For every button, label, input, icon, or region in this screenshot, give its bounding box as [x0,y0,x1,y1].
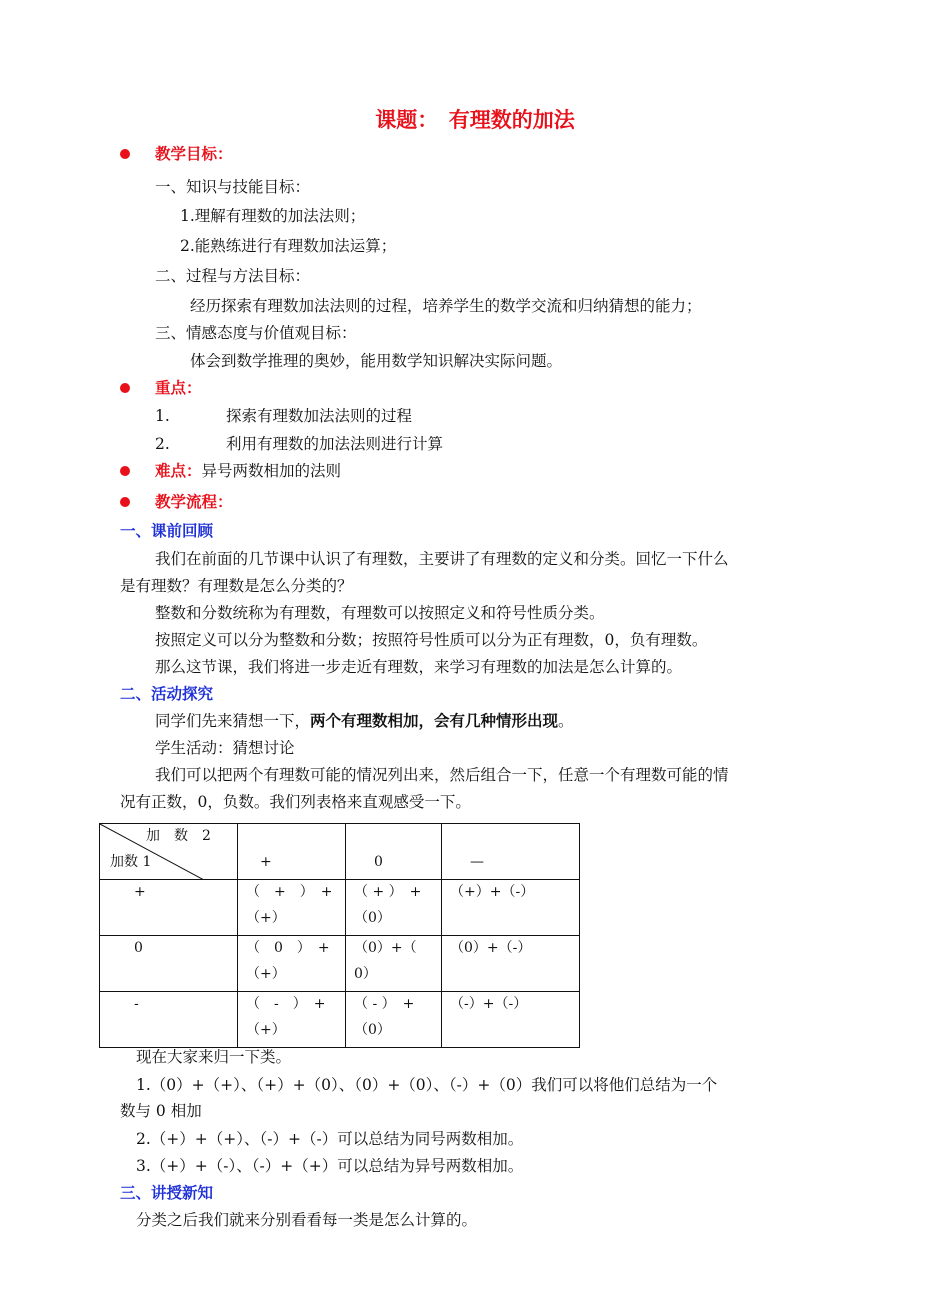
bullet-icon [120,149,130,159]
section-2-heading: 二、活动探究 [120,685,214,703]
table-row [100,880,580,936]
key-point-2-num: 2. [155,435,170,453]
key-point-1-text: 探索有理数加法法则的过程 [226,407,413,425]
table-header-row [100,824,580,880]
flow-heading: 教学流程： [155,493,233,511]
cell-line-1: （ 0 ） + [246,940,330,956]
section-1-heading: 一、课前回顾 [120,522,214,540]
difficulty-heading: 难点： [155,462,202,480]
cell-line-2: （+） [246,966,286,982]
cell-line-1: （ - ） + [354,996,415,1012]
difficulty-line [155,460,341,482]
cell-line-1: （ + ） + [246,884,333,900]
section-2-para-1-bold: 两个有理数相加，会有几种情形出现 [310,712,559,730]
col-head-positive-label: + [260,854,272,870]
process-goal-text: 经历探索有理数加法法则的过程，培养学生的数学交流和归纳猜想的能力； [190,297,702,315]
section-2-para-3b: 况有正数，0，负数。我们列表格来直观感受一下。 [120,793,471,811]
table-cell [238,936,346,992]
table-cell [442,936,580,992]
key-point-2-text: 利用有理数的加法法则进行计算 [226,435,444,453]
cell-line-1: （+）+（-） [450,884,535,900]
row-head-zero [100,936,238,992]
bullet-icon [120,497,130,507]
cell-line-1: （ - ） + [246,996,326,1012]
cell-line-1: （0）+（-） [450,940,532,956]
cell-line-2: （+） [246,1022,286,1038]
table-cell [346,992,442,1048]
section-2-para-3a: 我们可以把两个有理数可能的情况列出来，然后组合一下，任意一个有理数可能的情 [155,766,729,784]
cell-line-2: （+） [246,910,286,926]
section-3-heading: 三、讲授新知 [120,1184,214,1202]
section-2-para-1-plain: 同学们先来猜想一下， [155,712,311,730]
summary-item-3: 3.（+）+（-）、（-）+（+）可以总结为异号两数相加。 [136,1157,524,1175]
knowledge-goal-1: 1.理解有理数的加法法则； [180,207,366,225]
cell-line-1: （0）+（ [354,940,417,956]
col-head-zero-label: 0 [374,854,383,870]
section-1-para-1b: 是有理数？有理数是怎么分类的？ [120,577,353,595]
process-goal-heading: 二、过程与方法目标： [155,267,311,285]
table-cell [442,880,580,936]
section-1-para-1a: 我们在前面的几节课中认识了有理数，主要讲了有理数的定义和分类。回忆一下什么 [155,550,729,568]
table-row [100,936,580,992]
table-cell [238,880,346,936]
summary-intro: 现在大家来归一下类。 [136,1048,292,1066]
addition-cases-table [99,823,580,1048]
knowledge-goal-heading: 一、知识与技能目标： [155,178,311,196]
corner-top-label: 加 数 2 [146,828,211,844]
col-head-negative-label: — [470,854,484,870]
col-head-negative [442,824,580,880]
section-2-para-2: 学生活动：猜想讨论 [155,739,295,757]
table-cell [346,936,442,992]
row-head-negative [100,992,238,1048]
row-head-label: + [134,884,146,900]
row-head-positive [100,880,238,936]
bullet-icon [120,466,130,476]
emotion-goal-text: 体会到数学推理的奥妙，能用数学知识解决实际问题。 [190,352,563,370]
goals-heading: 教学目标： [155,145,233,163]
knowledge-goal-2: 2.能熟练进行有理数加法运算； [180,237,397,255]
table-row [100,992,580,1048]
emotion-goal-heading: 三、情感态度与价值观目标： [155,324,357,342]
cell-line-1: （ + ） + [354,884,422,900]
section-3-para-1: 分类之后我们就来分别看看每一类是怎么计算的。 [136,1211,478,1229]
difficulty-text: 异号两数相加的法则 [201,462,342,480]
summary-item-1a: 1.（0）+（+）、（+）+（0）、（0）+（0）、（-）+（0）我们可以将他们总结为一个 [136,1076,718,1094]
table-cell [346,880,442,936]
cell-line-1: （-）+（-） [450,996,528,1012]
section-1-para-4: 那么这节课，我们将进一步走近有理数，来学习有理数的加法是怎么计算的。 [155,658,683,676]
section-2-para-1 [155,710,574,732]
key-points-heading: 重点： [155,379,202,397]
corner-bottom-label: 加数 1 [110,854,152,870]
row-head-label: 0 [134,940,143,956]
table-cell [442,992,580,1048]
cell-line-2: 0） [354,966,377,982]
key-point-1-num: 1. [155,407,170,425]
summary-item-2: 2.（+）+（+）、（-）+（-）可以总结为同号两数相加。 [136,1130,524,1148]
page-title: 课题： 有理数的加法 [375,108,575,132]
col-head-zero [346,824,442,880]
col-head-positive [238,824,346,880]
cell-line-2: （0） [354,1022,391,1038]
cell-line-2: （0） [354,910,391,926]
section-1-para-3: 按照定义可以分为整数和分数；按照符号性质可以分为正有理数，0，负有理数。 [155,631,708,649]
bullet-icon [120,383,130,393]
section-1-para-2: 整数和分数统称为有理数，有理数可以按照定义和符号性质分类。 [155,604,605,622]
table-cell [238,992,346,1048]
summary-item-1b: 数与 0 相加 [120,1102,202,1120]
table-corner-cell [100,824,238,880]
row-head-label: - [134,996,139,1012]
section-2-para-1-end: 。 [558,712,574,730]
